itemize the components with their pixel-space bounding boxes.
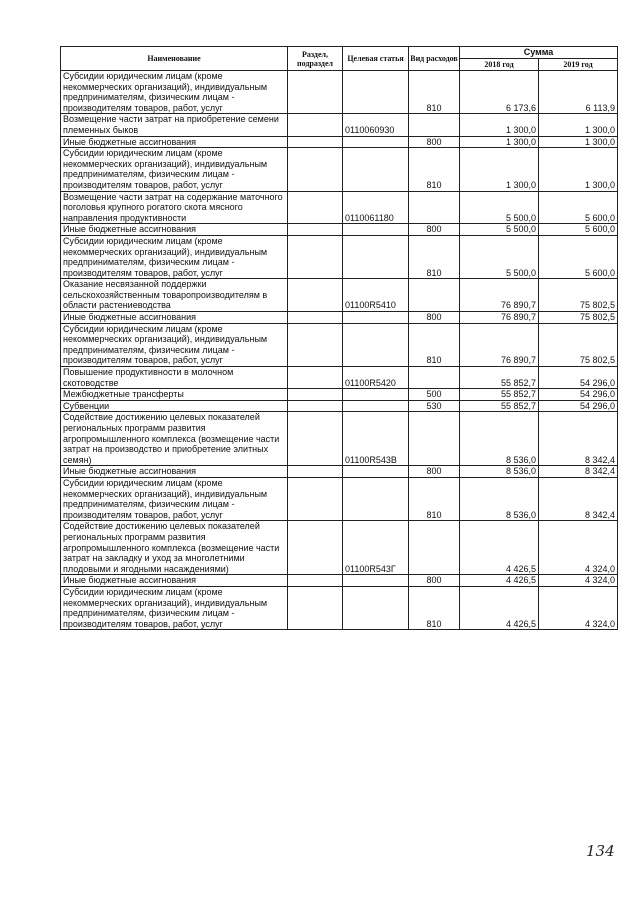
row-value-2018: 5 500,0 [460, 235, 539, 278]
table-row [61, 148, 618, 191]
row-value-2019: 8 342,4 [539, 466, 618, 478]
table-row [61, 389, 618, 401]
table-row [61, 279, 618, 312]
row-name: Субсидии юридическим лицам (кроме некоммерческих организаций), индивидуальным предпринимателям, физическим лицам - производителям товаров, работ, услуг [61, 323, 288, 366]
header-year-2018: 2018 год [460, 59, 539, 71]
row-article [343, 400, 409, 412]
row-section [288, 71, 343, 114]
table-row [61, 477, 618, 520]
row-value-2018: 4 426,5 [460, 586, 539, 629]
row-section [288, 136, 343, 148]
row-value-2019: 54 296,0 [539, 367, 618, 389]
row-value-2019: 6 113,9 [539, 71, 618, 114]
table-row [61, 114, 618, 136]
row-section [288, 389, 343, 401]
table-row [61, 323, 618, 366]
row-value-2019: 75 802,5 [539, 312, 618, 324]
table-row [61, 586, 618, 629]
row-value-2018: 76 890,7 [460, 279, 539, 312]
budget-table [60, 46, 618, 630]
row-name: Иные бюджетные ассигнования [61, 575, 288, 587]
table-row [61, 367, 618, 389]
row-name: Субсидии юридическим лицам (кроме некоммерческих организаций), индивидуальным предпринимателям, физическим лицам - производителям товаров, работ, услуг [61, 477, 288, 520]
row-section [288, 575, 343, 587]
row-type: 810 [409, 323, 460, 366]
row-article: 0110061180 [343, 191, 409, 224]
table-row [61, 224, 618, 236]
table-row [61, 191, 618, 224]
row-article [343, 136, 409, 148]
row-value-2019: 4 324,0 [539, 575, 618, 587]
row-value-2018: 8 536,0 [460, 466, 539, 478]
row-value-2018: 1 300,0 [460, 148, 539, 191]
row-article: 01100R543Г [343, 521, 409, 575]
row-article: 01100R5410 [343, 279, 409, 312]
header-year-2019: 2019 год [539, 59, 618, 71]
header-section: Раздел, подраздел [288, 47, 343, 71]
row-name: Иные бюджетные ассигнования [61, 466, 288, 478]
row-name: Иные бюджетные ассигнования [61, 312, 288, 324]
table-row [61, 136, 618, 148]
table-row [61, 412, 618, 466]
row-section [288, 466, 343, 478]
page-number: 134 [586, 842, 615, 860]
row-type [409, 412, 460, 466]
row-article [343, 466, 409, 478]
row-section [288, 224, 343, 236]
row-value-2018: 4 426,5 [460, 575, 539, 587]
row-name: Субсидии юридическим лицам (кроме некоммерческих организаций), индивидуальным предпринимателям, физическим лицам - производителям товаров, работ, услуг [61, 148, 288, 191]
row-value-2018: 55 852,7 [460, 389, 539, 401]
row-section [288, 148, 343, 191]
table-row [61, 235, 618, 278]
row-article [343, 235, 409, 278]
row-value-2019: 54 296,0 [539, 389, 618, 401]
row-type: 810 [409, 235, 460, 278]
row-name: Содействие достижению целевых показателей региональных программ развития агропромышленного комплекса (возмещение части затрат на закладку и уход за многолетними плодовыми и ягодными насаждениями) [61, 521, 288, 575]
row-type [409, 191, 460, 224]
row-name: Межбюджетные трансферты [61, 389, 288, 401]
row-article [343, 323, 409, 366]
row-type: 800 [409, 136, 460, 148]
row-value-2018: 5 500,0 [460, 191, 539, 224]
row-section [288, 191, 343, 224]
table-row [61, 400, 618, 412]
row-type: 800 [409, 575, 460, 587]
row-section [288, 312, 343, 324]
row-name: Возмещение части затрат на приобретение семени племенных быков [61, 114, 288, 136]
row-type: 800 [409, 466, 460, 478]
row-section [288, 367, 343, 389]
row-section [288, 114, 343, 136]
header-type: Вид расходов [409, 47, 460, 71]
row-section [288, 521, 343, 575]
row-type [409, 521, 460, 575]
header-article: Целевая статья [343, 47, 409, 71]
row-value-2019: 75 802,5 [539, 279, 618, 312]
row-value-2019: 5 600,0 [539, 191, 618, 224]
row-name: Оказание несвязанной поддержки сельскохозяйственным товаропроизводителям в области растениеводства [61, 279, 288, 312]
row-section [288, 477, 343, 520]
row-article [343, 148, 409, 191]
row-value-2018: 8 536,0 [460, 412, 539, 466]
row-name: Субсидии юридическим лицам (кроме некоммерческих организаций), индивидуальным предпринимателям, физическим лицам - производителям товаров, работ, услуг [61, 235, 288, 278]
row-value-2018: 55 852,7 [460, 400, 539, 412]
row-article [343, 224, 409, 236]
row-type [409, 114, 460, 136]
row-value-2019: 5 600,0 [539, 235, 618, 278]
row-value-2018: 1 300,0 [460, 136, 539, 148]
row-name: Субсидии юридическим лицам (кроме некоммерческих организаций), индивидуальным предпринимателям, физическим лицам - производителям товаров, работ, услуг [61, 71, 288, 114]
row-value-2019: 1 300,0 [539, 148, 618, 191]
row-name: Содействие достижению целевых показателей региональных программ развития агропромышленного комплекса (возмещение части затрат на производство и приобретение элитных семян) [61, 412, 288, 466]
row-type: 500 [409, 389, 460, 401]
row-section [288, 586, 343, 629]
row-value-2019: 54 296,0 [539, 400, 618, 412]
header-name: Наименование [61, 47, 288, 71]
row-article [343, 586, 409, 629]
row-name: Иные бюджетные ассигнования [61, 136, 288, 148]
row-section [288, 279, 343, 312]
table-row [61, 312, 618, 324]
row-type: 800 [409, 224, 460, 236]
row-article [343, 312, 409, 324]
row-type: 530 [409, 400, 460, 412]
row-value-2018: 6 173,6 [460, 71, 539, 114]
row-value-2019: 1 300,0 [539, 114, 618, 136]
row-article [343, 71, 409, 114]
table-row [61, 71, 618, 114]
row-name: Иные бюджетные ассигнования [61, 224, 288, 236]
row-value-2019: 8 342,4 [539, 477, 618, 520]
row-type: 810 [409, 148, 460, 191]
row-article [343, 477, 409, 520]
row-value-2018: 8 536,0 [460, 477, 539, 520]
row-value-2019: 5 600,0 [539, 224, 618, 236]
row-type [409, 367, 460, 389]
row-article: 01100R5420 [343, 367, 409, 389]
row-name: Субвенции [61, 400, 288, 412]
row-type [409, 279, 460, 312]
row-section [288, 400, 343, 412]
row-type: 800 [409, 312, 460, 324]
row-article: 01100R543В [343, 412, 409, 466]
row-value-2018: 1 300,0 [460, 114, 539, 136]
header-sum: Сумма [460, 47, 618, 59]
row-type: 810 [409, 586, 460, 629]
row-value-2019: 75 802,5 [539, 323, 618, 366]
row-section [288, 412, 343, 466]
table-row [61, 521, 618, 575]
row-value-2018: 76 890,7 [460, 312, 539, 324]
row-article [343, 389, 409, 401]
row-section [288, 235, 343, 278]
row-type: 810 [409, 71, 460, 114]
row-name: Возмещение части затрат на содержание маточного поголовья крупного рогатого скота мясного направления продуктивности [61, 191, 288, 224]
row-value-2019: 1 300,0 [539, 136, 618, 148]
table-row [61, 466, 618, 478]
row-type: 810 [409, 477, 460, 520]
row-value-2019: 4 324,0 [539, 586, 618, 629]
row-article [343, 575, 409, 587]
table-row [61, 575, 618, 587]
row-name: Субсидии юридическим лицам (кроме некоммерческих организаций), индивидуальным предпринимателям, физическим лицам - производителям товаров, работ, услуг [61, 586, 288, 629]
row-value-2018: 5 500,0 [460, 224, 539, 236]
row-value-2019: 4 324,0 [539, 521, 618, 575]
row-article: 0110060930 [343, 114, 409, 136]
row-value-2019: 8 342,4 [539, 412, 618, 466]
row-value-2018: 55 852,7 [460, 367, 539, 389]
row-value-2018: 4 426,5 [460, 521, 539, 575]
row-value-2018: 76 890,7 [460, 323, 539, 366]
row-name: Повышение продуктивности в молочном скотоводстве [61, 367, 288, 389]
row-section [288, 323, 343, 366]
